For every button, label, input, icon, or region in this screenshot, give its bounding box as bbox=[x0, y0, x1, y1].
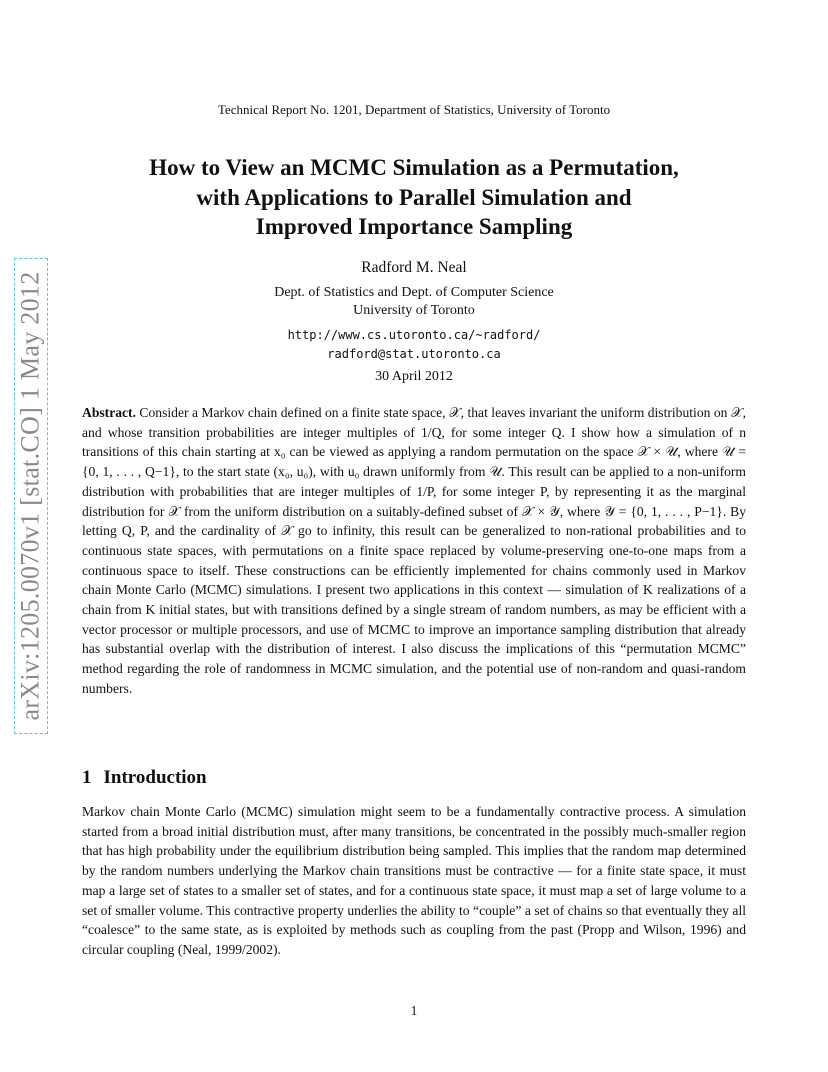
affiliation bbox=[0, 284, 828, 320]
affiliation-line: University of Toronto bbox=[353, 303, 475, 318]
section-heading bbox=[82, 767, 207, 789]
arxiv-identifier: arXiv:1205.0070v1 [stat.CO] 1 May 2012 bbox=[16, 271, 45, 721]
abstract-text: Consider a Markov chain defined on a finite state space, 𝒳, that leaves invariant the uniform distribution on 𝒳, and whose transition probabilities are integer multiples of 1/Q, for some integer Q. I show how a simulation of n transitions of this chain starting at x₀ can be viewed as applying a random permutation on the space 𝒳 × 𝒰, where 𝒰 = {0, 1, . . . , Q−1}, to the start state (x₀, u₀), with u₀ drawn uniformly from 𝒰. This result can be applied to a non-uniform distribution with probabilities that are integer multiples of 1/P, for some integer P, by representing it as the marginal distribution for 𝒳 from the uniform distribution on a suitably-defined subset of 𝒳 × 𝒴, where 𝒴 = {0, 1, . . . , P−1}. By letting Q, P, and the cardinality of 𝒳 go to infinity, this result can be generalized to non-rational probabilities and to continuous state spaces, with permutations on a finite space replaced by volume-preserving one-to-one maps from a continuous space to itself. These constructions can be efficiently implemented for chains commonly used in Markov chain Monte Carlo (MCMC) simulations. I present two applications in this context — simulation of K realizations of a chain from K initial states, but with transitions defined by a single stream of random numbers, as may be efficient with a vector processor or multiple processors, and use of MCMC to improve an importance sampling distribution that already has substantial overlap with the distribution of interest. I also discuss the implications of this “permutation MCMC” method regarding the role of randomness in MCMC simulation, and the potential use of non-random and quasi-random numbers. bbox=[82, 405, 746, 696]
title-line: with Applications to Parallel Simulation and bbox=[196, 184, 632, 210]
paper-title bbox=[82, 153, 746, 242]
author-name: Radford M. Neal bbox=[361, 259, 467, 276]
intro-paragraph: Markov chain Monte Carlo (MCMC) simulation might seem to be a fundamentally contractive process. A simulation started from a broad initial distribution must, after many transitions, be concentrated in the possibly much-smaller region that has high probability under the equilibrium distribution being sampled. This implies that the random map determined by the random numbers underlying the Markov chain transitions must be contractive — for a finite state space, it must map a large set of states to a smaller set of states, and for a continuous state space, it must map a set of large volume to a set of smaller volume. This contractive property underlies the ability to “couple” a set of chains so that eventually they all “coalesce” to the same state, as is exploited by methods such as coupling from the past (Propp and Wilson, 1996) and circular coupling (Neal, 1999/2002). bbox=[82, 804, 746, 957]
homepage-url: http://www.cs.utoronto.ca/~radford/ bbox=[287, 328, 541, 342]
email-address: radford@stat.utoronto.ca bbox=[327, 347, 501, 361]
contact-info bbox=[0, 326, 828, 364]
title-line: Improved Importance Sampling bbox=[255, 214, 573, 239]
paper-date: 30 April 2012 bbox=[375, 369, 453, 384]
abstract-label: Abstract. bbox=[82, 405, 136, 420]
title-line: How to View an MCMC Simulation as a Permutation, bbox=[149, 155, 679, 180]
section-number: 1 bbox=[82, 767, 92, 788]
abstract bbox=[82, 403, 746, 699]
report-line: Technical Report No. 1201, Department of Statistics, University of Toronto bbox=[217, 102, 611, 117]
page-number: 1 bbox=[410, 1003, 418, 1018]
affiliation-line: Dept. of Statistics and Dept. of Computer Science bbox=[274, 285, 554, 300]
section-title: Introduction bbox=[103, 767, 207, 788]
